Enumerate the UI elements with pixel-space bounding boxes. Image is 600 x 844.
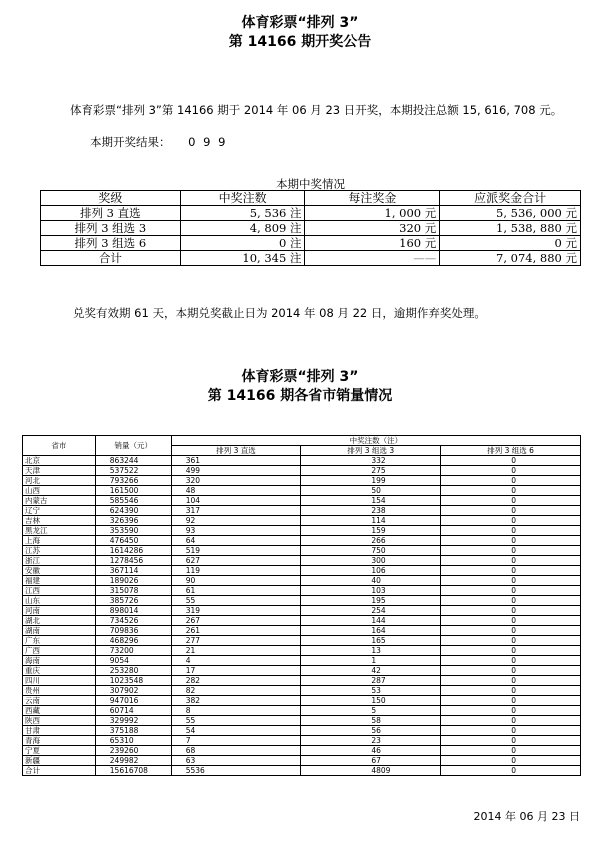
table-row [23,506,581,516]
count-direct: 282 [171,676,301,686]
table-row-total [23,766,581,776]
prize-table-header [41,191,581,206]
notice-title: 体育彩票“排列 3” [241,15,359,31]
count-group6: 0 [441,466,581,476]
count-direct: 7 [171,736,301,746]
count-group6: 0 [441,626,581,636]
count-group3: 266 [301,536,441,546]
province-name: 湖南 [23,626,96,636]
province-name: 湖北 [23,616,96,626]
count-direct: 382 [171,696,301,706]
count-direct: 68 [171,746,301,756]
table-row [23,576,581,586]
sales-amount: 353590 [95,526,171,536]
province-name: 陕西 [23,716,96,726]
count-direct: 21 [171,646,301,656]
sales-amount: 161500 [95,486,171,496]
count-direct: 317 [171,506,301,516]
province-name: 重庆 [23,666,96,676]
sales-amount: 329992 [95,716,171,726]
winning-count: 10, 345 注 [180,251,305,266]
winning-count: 0 注 [180,236,305,251]
table-row [23,616,581,626]
province-name: 黑龙江 [23,526,96,536]
table-row [23,606,581,616]
result-numbers: 0 9 9 [188,135,228,149]
table-row [23,666,581,676]
count-group3: 164 [301,626,441,636]
count-group6: 0 [441,736,581,746]
table-row [23,676,581,686]
subheader-direct: 排列 3 直选 [171,446,301,456]
table-row [23,476,581,486]
count-group6: 0 [441,726,581,736]
count-direct: 54 [171,726,301,736]
count-group3: 4809 [301,766,441,776]
sales-amount: 385726 [95,596,171,606]
table-row-total [41,251,581,266]
count-group6: 0 [441,676,581,686]
sales-amount: 709836 [95,626,171,636]
count-group3: 159 [301,526,441,536]
count-direct: 82 [171,686,301,696]
header-winning-count: 中奖注数 [180,191,305,206]
count-group6: 0 [441,576,581,586]
province-name: 江西 [23,586,96,596]
sales-amount: 863244 [95,456,171,466]
notice-summary: 体育彩票“排列 3”第 14166 期于 2014 年 06 月 23 日开奖，本期投注总额 15, 616, 708 元。 [70,103,563,117]
prize-table-caption: 本期中奖情况 [276,177,345,191]
sales-amount: 468296 [95,636,171,646]
province-name: 安徽 [23,566,96,576]
sales-body [23,456,581,776]
count-group6: 0 [441,476,581,486]
table-row [23,756,581,766]
count-group6: 0 [441,526,581,536]
count-direct: 90 [171,576,301,586]
count-direct: 104 [171,496,301,506]
count-group3: 275 [301,466,441,476]
header-winning: 中奖注数（注） [171,436,580,446]
result-line [90,134,227,150]
table-row [23,736,581,746]
sales-amount: 249982 [95,756,171,766]
table-row [41,221,581,236]
table-row [23,486,581,496]
count-group3: 150 [301,696,441,706]
province-name: 河北 [23,476,96,486]
sales-amount: 947016 [95,696,171,706]
province-name: 上海 [23,536,96,546]
sales-amount: 73200 [95,646,171,656]
province-name: 北京 [23,456,96,466]
province-name: 浙江 [23,556,96,566]
sales-amount: 367114 [95,566,171,576]
prize-per-bet: 160 元 [305,236,440,251]
table-row [41,236,581,251]
count-direct: 61 [171,586,301,596]
sales-amount: 65310 [95,736,171,746]
table-row [23,746,581,756]
prize-level: 排列 3 直选 [41,206,181,221]
count-group6: 0 [441,606,581,616]
count-group6: 0 [441,766,581,776]
prize-level: 排列 3 组选 3 [41,221,181,236]
count-direct: 64 [171,536,301,546]
count-direct: 55 [171,716,301,726]
count-group3: 13 [301,646,441,656]
sales-amount: 793266 [95,476,171,486]
count-group6: 0 [441,696,581,706]
count-direct: 48 [171,486,301,496]
count-group6: 0 [441,686,581,696]
province-name: 山西 [23,486,96,496]
table-row [23,596,581,606]
province-name: 甘肃 [23,726,96,736]
count-direct: 519 [171,546,301,556]
count-group6: 0 [441,646,581,656]
table-row [23,726,581,736]
winning-count: 5, 536 注 [180,206,305,221]
table-row [23,626,581,636]
sales-amount: 1023548 [95,676,171,686]
notice-issue-title: 第 14166 期开奖公告 [228,34,372,50]
count-group6: 0 [441,536,581,546]
count-direct: 320 [171,476,301,486]
table-row [23,686,581,696]
count-group3: 750 [301,546,441,556]
header-sales: 销量（元） [95,436,171,456]
table-row [23,536,581,546]
province-name: 青海 [23,736,96,746]
count-group6: 0 [441,706,581,716]
count-direct: 93 [171,526,301,536]
header-prize-per-bet: 每注奖金 [305,191,440,206]
sales-header-row [23,436,581,446]
province-name: 天津 [23,466,96,476]
table-row [23,516,581,526]
prize-total: 7, 074, 880 元 [440,251,581,266]
count-group3: 238 [301,506,441,516]
prize-total: 1, 538, 880 元 [440,221,581,236]
count-group3: 40 [301,576,441,586]
sales-amount: 537522 [95,466,171,476]
footer-date: 2014 年 06 月 23 日 [473,810,580,823]
count-group6: 0 [441,756,581,766]
province-name: 福建 [23,576,96,586]
count-group3: 300 [301,556,441,566]
header-prize-total: 应派奖金合计 [440,191,581,206]
table-row [23,456,581,466]
count-group6: 0 [441,486,581,496]
count-group3: 58 [301,716,441,726]
count-group6: 0 [441,616,581,626]
sales-amount: 624390 [95,506,171,516]
count-group6: 0 [441,506,581,516]
sales-amount: 585546 [95,496,171,506]
table-row [23,636,581,646]
sales-amount: 326396 [95,516,171,526]
table-row [23,706,581,716]
province-name: 河南 [23,606,96,616]
count-group6: 0 [441,716,581,726]
count-group3: 332 [301,456,441,466]
count-group6: 0 [441,556,581,566]
province-name: 云南 [23,696,96,706]
count-group3: 67 [301,756,441,766]
count-direct: 63 [171,756,301,766]
count-group3: 144 [301,616,441,626]
count-group3: 103 [301,586,441,596]
table-row [23,526,581,536]
sales-amount: 9054 [95,656,171,666]
count-group3: 287 [301,676,441,686]
count-direct: 5536 [171,766,301,776]
sales-issue-title: 第 14166 期各省市销量情况 [207,388,393,404]
count-direct: 17 [171,666,301,676]
table-row [23,716,581,726]
count-group3: 1 [301,656,441,666]
sales-amount: 189026 [95,576,171,586]
count-group3: 23 [301,736,441,746]
count-group6: 0 [441,586,581,596]
count-group6: 0 [441,656,581,666]
sales-amount: 239260 [95,746,171,756]
winning-count: 4, 809 注 [180,221,305,236]
count-direct: 55 [171,596,301,606]
count-group6: 0 [441,496,581,506]
count-direct: 8 [171,706,301,716]
count-group3: 106 [301,566,441,576]
province-name: 合计 [23,766,96,776]
province-name: 内蒙古 [23,496,96,506]
sales-amount: 734526 [95,616,171,626]
prize-level: 合计 [41,251,181,266]
province-name: 四川 [23,676,96,686]
count-group3: 46 [301,746,441,756]
province-name: 新疆 [23,756,96,766]
sales-title: 体育彩票“排列 3” [241,369,359,385]
table-row [23,556,581,566]
count-group6: 0 [441,546,581,556]
count-group3: 56 [301,726,441,736]
count-direct: 277 [171,636,301,646]
subheader-group3: 排列 3 组选 3 [301,446,441,456]
count-group6: 0 [441,636,581,646]
sales-table [22,435,581,776]
count-direct: 92 [171,516,301,526]
count-direct: 4 [171,656,301,666]
count-direct: 361 [171,456,301,466]
sales-amount: 476450 [95,536,171,546]
prize-per-bet: 1, 000 元 [305,206,440,221]
prize-per-bet: —— [305,251,440,266]
count-group6: 0 [441,746,581,756]
province-name: 山东 [23,596,96,606]
validity-note: 兑奖有效期 61 天，本期兑奖截止日为 2014 年 08 月 22 日，逾期作弃奖处理。 [73,306,486,320]
count-group6: 0 [441,456,581,466]
count-group3: 5 [301,706,441,716]
count-direct: 267 [171,616,301,626]
table-row [41,206,581,221]
table-row [23,566,581,576]
count-group3: 154 [301,496,441,506]
province-name: 宁夏 [23,746,96,756]
sales-amount: 1614286 [95,546,171,556]
count-group6: 0 [441,566,581,576]
prize-per-bet: 320 元 [305,221,440,236]
count-group3: 114 [301,516,441,526]
table-row [23,546,581,556]
province-name: 江苏 [23,546,96,556]
prize-table [40,190,581,266]
count-group3: 50 [301,486,441,496]
subheader-group6: 排列 3 组选 6 [441,446,581,456]
header-prize-level: 奖级 [41,191,181,206]
province-name: 广东 [23,636,96,646]
province-name: 吉林 [23,516,96,526]
province-name: 贵州 [23,686,96,696]
count-group3: 53 [301,686,441,696]
prize-total: 5, 536, 000 元 [440,206,581,221]
province-name: 西藏 [23,706,96,716]
result-label: 本期开奖结果： [90,135,171,149]
province-name: 海南 [23,656,96,666]
count-direct: 119 [171,566,301,576]
sales-amount: 898014 [95,606,171,616]
count-group6: 0 [441,596,581,606]
sales-amount: 253280 [95,666,171,676]
sales-amount: 15616708 [95,766,171,776]
count-group3: 195 [301,596,441,606]
prize-level: 排列 3 组选 6 [41,236,181,251]
table-row [23,646,581,656]
table-row [23,586,581,596]
count-group6: 0 [441,666,581,676]
count-direct: 627 [171,556,301,566]
count-group3: 254 [301,606,441,616]
table-row [23,656,581,666]
sales-amount: 60714 [95,706,171,716]
count-group3: 199 [301,476,441,486]
sales-amount: 315078 [95,586,171,596]
count-group3: 42 [301,666,441,676]
sales-amount: 307902 [95,686,171,696]
count-group6: 0 [441,516,581,526]
table-row [23,696,581,706]
table-row [23,466,581,476]
count-group3: 165 [301,636,441,646]
sales-amount: 375188 [95,726,171,736]
count-direct: 319 [171,606,301,616]
header-province: 省市 [23,436,96,456]
table-row [23,496,581,506]
count-direct: 499 [171,466,301,476]
sales-amount: 1278456 [95,556,171,566]
count-direct: 261 [171,626,301,636]
province-name: 广西 [23,646,96,656]
province-name: 辽宁 [23,506,96,516]
prize-total: 0 元 [440,236,581,251]
